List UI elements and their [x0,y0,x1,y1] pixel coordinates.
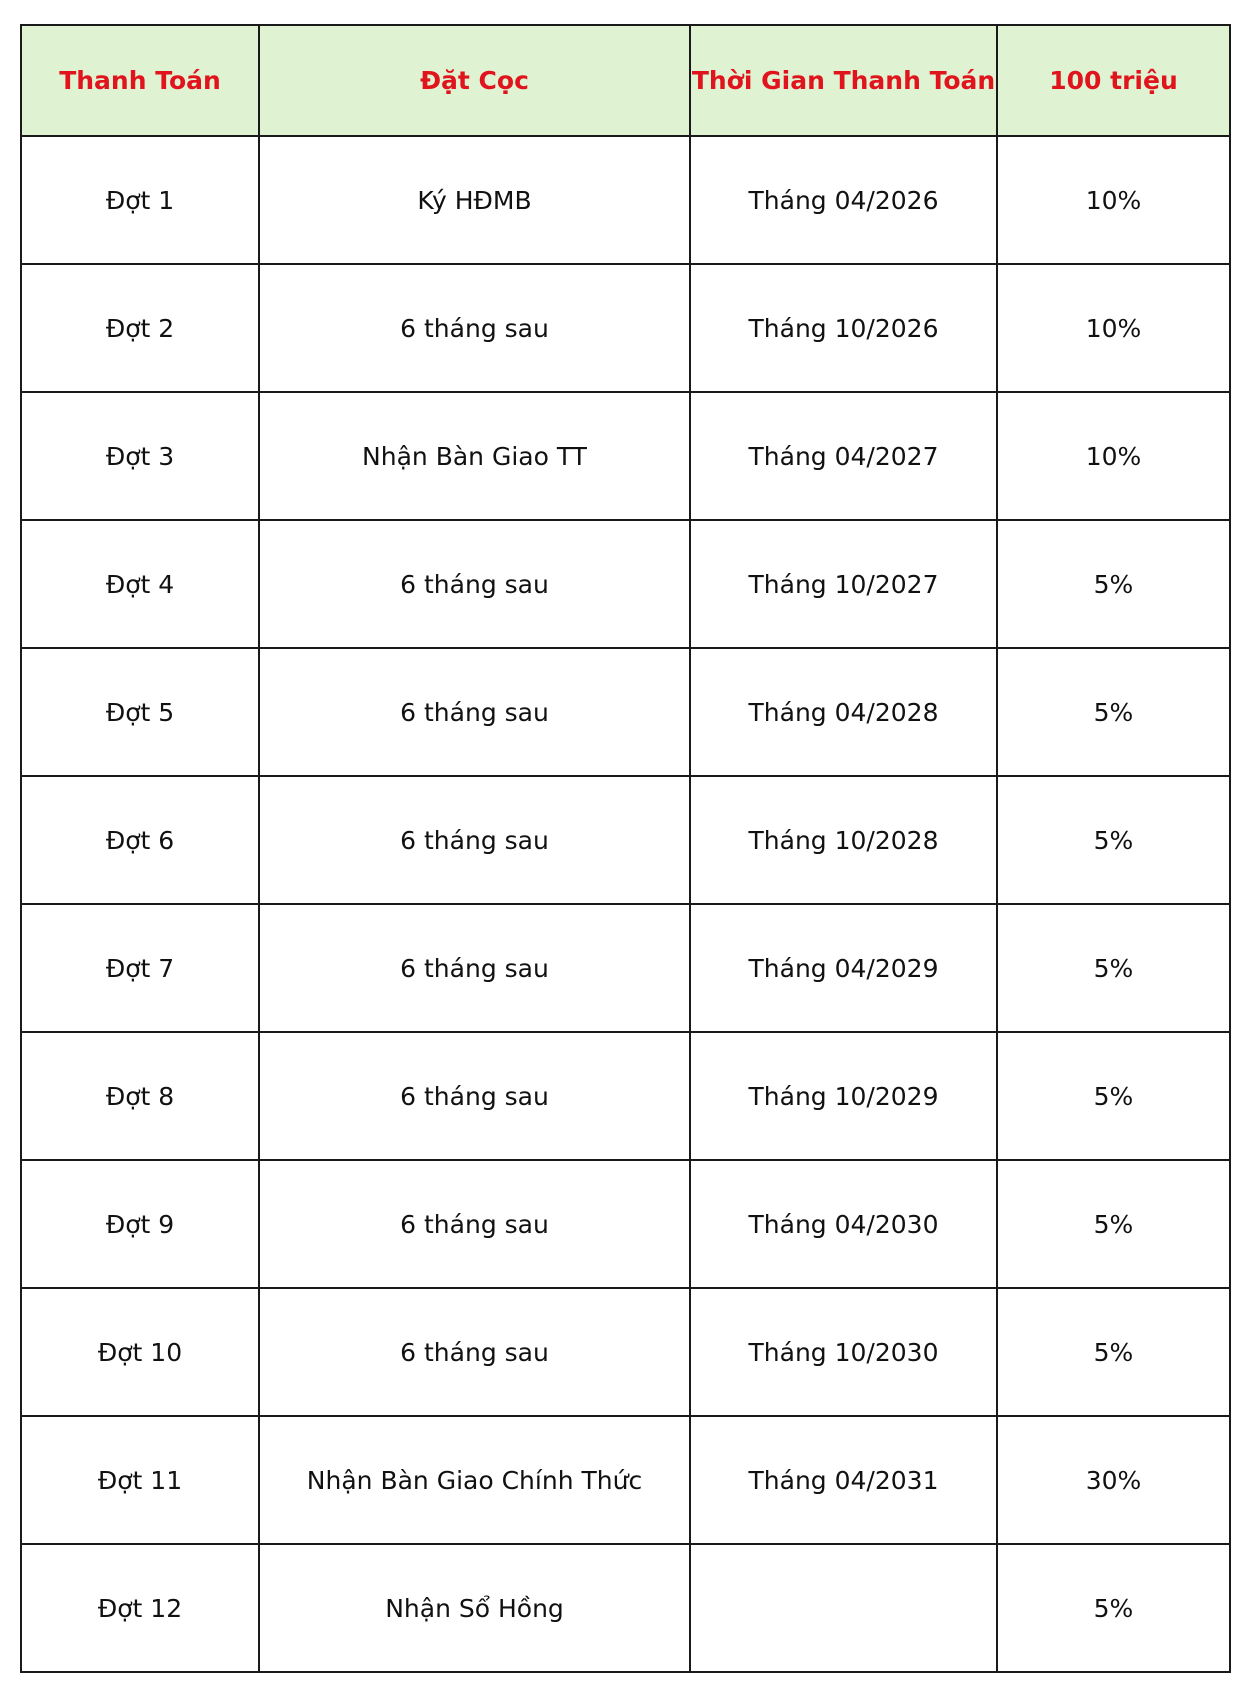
table-row [21,776,1230,904]
milestone-cell: 6 tháng sau [259,648,690,776]
milestone-cell: Nhận Sổ Hồng [259,1544,690,1672]
milestone-cell: 6 tháng sau [259,1288,690,1416]
date-cell: Tháng 10/2030 [690,1288,997,1416]
installment-cell: Đợt 3 [21,392,259,520]
date-cell: Tháng 04/2028 [690,648,997,776]
milestone-cell: 6 tháng sau [259,520,690,648]
date-cell: Tháng 04/2026 [690,136,997,264]
header-row [21,25,1230,136]
table-row [21,392,1230,520]
date-cell: Tháng 10/2029 [690,1032,997,1160]
percent-cell: 10% [997,136,1230,264]
installment-cell: Đợt 9 [21,1160,259,1288]
installment-cell: Đợt 4 [21,520,259,648]
percent-cell: 10% [997,392,1230,520]
header-payment: Thanh Toán [21,25,259,136]
table-row [21,520,1230,648]
date-cell: Tháng 10/2027 [690,520,997,648]
header-amount: 100 triệu [997,25,1230,136]
table-row [21,1160,1230,1288]
milestone-cell: 6 tháng sau [259,904,690,1032]
header-payment-time: Thời Gian Thanh Toán [690,25,997,136]
percent-cell: 5% [997,1032,1230,1160]
installment-cell: Đợt 1 [21,136,259,264]
table-row [21,1288,1230,1416]
installment-cell: Đợt 8 [21,1032,259,1160]
date-cell: Tháng 04/2027 [690,392,997,520]
milestone-cell: 6 tháng sau [259,1160,690,1288]
installment-cell: Đợt 6 [21,776,259,904]
percent-cell: 5% [997,1544,1230,1672]
installment-cell: Đợt 11 [21,1416,259,1544]
date-cell: Tháng 04/2030 [690,1160,997,1288]
date-cell: Tháng 04/2029 [690,904,997,1032]
milestone-cell: 6 tháng sau [259,264,690,392]
date-cell: Tháng 10/2026 [690,264,997,392]
percent-cell: 5% [997,776,1230,904]
table-row [21,1416,1230,1544]
milestone-cell: Nhận Bàn Giao TT [259,392,690,520]
milestone-cell: Nhận Bàn Giao Chính Thức [259,1416,690,1544]
table-row [21,1544,1230,1672]
installment-cell: Đợt 5 [21,648,259,776]
percent-cell: 5% [997,648,1230,776]
date-cell [690,1544,997,1672]
date-cell: Tháng 10/2028 [690,776,997,904]
milestone-cell: 6 tháng sau [259,1032,690,1160]
date-cell: Tháng 04/2031 [690,1416,997,1544]
percent-cell: 5% [997,904,1230,1032]
percent-cell: 5% [997,1288,1230,1416]
percent-cell: 5% [997,1160,1230,1288]
table-row [21,264,1230,392]
installment-cell: Đợt 10 [21,1288,259,1416]
milestone-cell: Ký HĐMB [259,136,690,264]
table-row [21,648,1230,776]
installment-cell: Đợt 7 [21,904,259,1032]
percent-cell: 5% [997,520,1230,648]
percent-cell: 10% [997,264,1230,392]
table-row [21,136,1230,264]
installment-cell: Đợt 2 [21,264,259,392]
table-row [21,1032,1230,1160]
header-deposit: Đặt Cọc [259,25,690,136]
table-row [21,904,1230,1032]
payment-schedule-table [20,24,1231,1673]
installment-cell: Đợt 12 [21,1544,259,1672]
milestone-cell: 6 tháng sau [259,776,690,904]
percent-cell: 30% [997,1416,1230,1544]
